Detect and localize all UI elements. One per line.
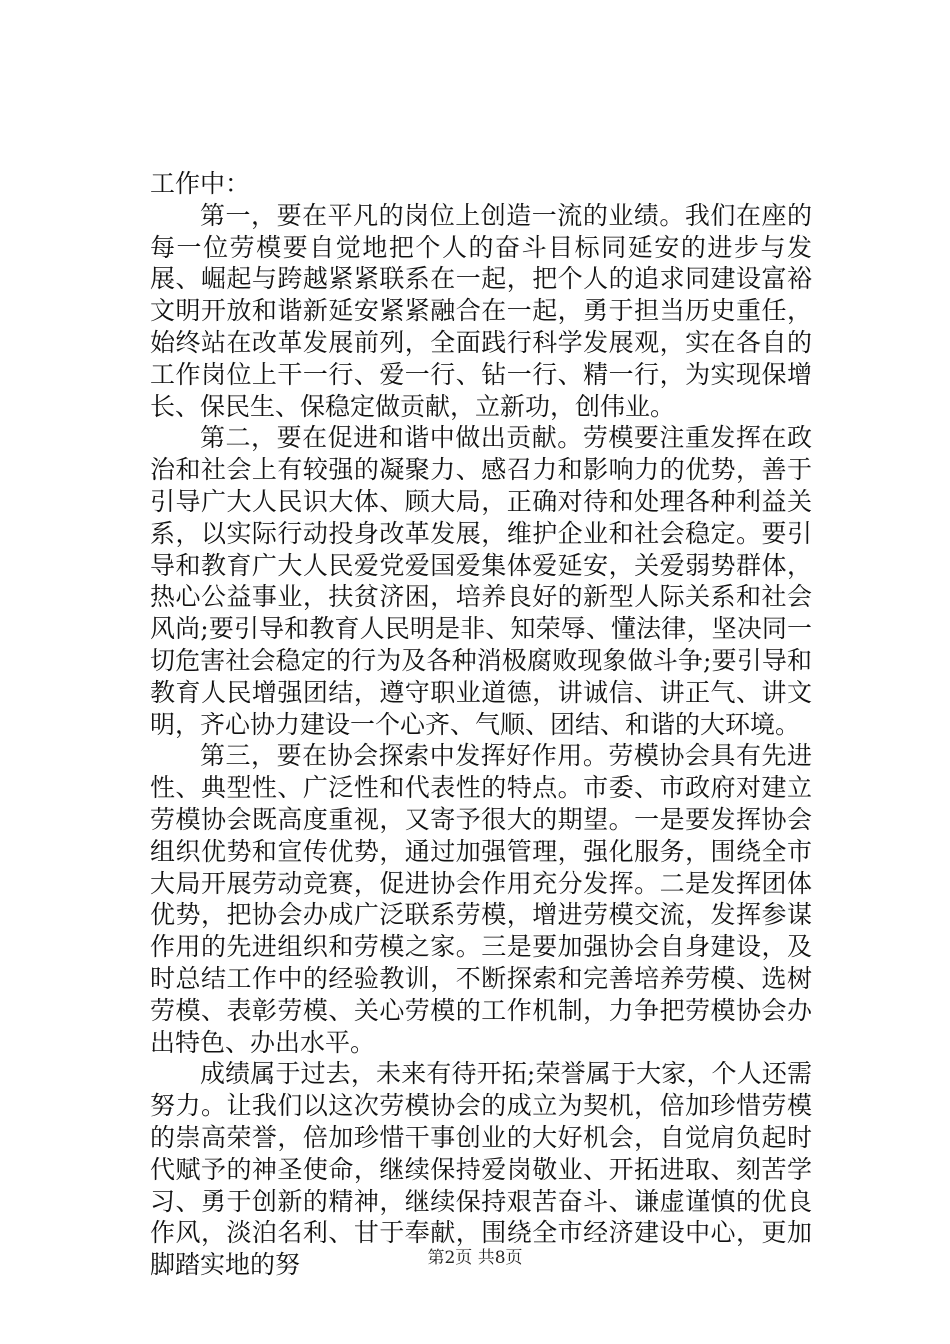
paragraph-third-point: 第三，要在协会探索中发挥好作用。劳模协会具有先进性、典型性、广泛性和代表性的特点。市委、市政府对建立劳模协会既高度重视，又寄予很大的期望。一是要发挥协会组织优势和宣传优势，通过加强管理，强化服务，围绕全市大局开展劳动竞赛，促进协会作用充分发挥。二是发挥团体优势，把协会办成广泛联系劳模，增进劳模交流，发挥参谋作用的先进组织和劳模之家。三是要加强协会自身建设，及时总结工作中的经验教训，不断探索和完善培养劳模、选树劳模、表彰劳模、关心劳模的工作机制，力争把劳模协会办出特色、办出水平。 <box>150 741 812 1057</box>
paragraph-second-point: 第二，要在促进和谐中做出贡献。劳模要注重发挥在政治和社会上有较强的凝聚力、感召力和影响力的优势，善于引导广大人民识大体、顾大局，正确对待和处理各种利益关系，以实际行动投身改革发展，维护企业和社会稳定。要引导和教育广大人民爱党爱国爱集体爱延安，关爱弱势群体，热心公益事业，扶贫济困，培养良好的新型人际关系和社会风尚;要引导和教育人民明是非、知荣辱、懂法律，坚决同一切危害社会稳定的行为及各种消极腐败现象做斗争;要引导和教育人民增强团结，遵守职业道德，讲诚信、讲正气、讲文明，齐心协力建设一个心齐、气顺、团结、和谐的大环境。 <box>150 423 812 739</box>
paragraph-continuation: 工作中： <box>150 169 251 198</box>
document-body <box>150 168 812 1281</box>
page-number-footer: 第2页 共8页 <box>427 1248 523 1268</box>
paragraph-first-point: 第一，要在平凡的岗位上创造一流的业绩。我们在座的每一位劳模要自觉地把个人的奋斗目标同延安的进步与发展、崛起与跨越紧紧联系在一起，把个人的追求同建设富裕文明开放和谐新延安紧紧融合在一起，勇于担当历史重任，始终站在改革发展前列，全面践行科学发展观，实在各自的工作岗位上干一行、爱一行、钻一行、精一行，为实现保增长、保民生、保稳定做贡献，立新功，创伟业。 <box>150 200 812 421</box>
paragraph-closing: 成绩属于过去，未来有待开拓;荣誉属于大家，个人还需努力。让我们以这次劳模协会的成立为契机，倍加珍惜劳模的崇高荣誉，倍加珍惜干事创业的大好机会，自觉肩负起时代赋予的神圣使命，继续保持爱岗敬业、开拓进取、刻苦学习、勇于创新的精神，继续保持艰苦奋斗、谦虚谨慎的优良作风，淡泊名利、甘于奉献，围绕全市经济建设中心，更加脚踏实地的努 <box>150 1059 812 1280</box>
